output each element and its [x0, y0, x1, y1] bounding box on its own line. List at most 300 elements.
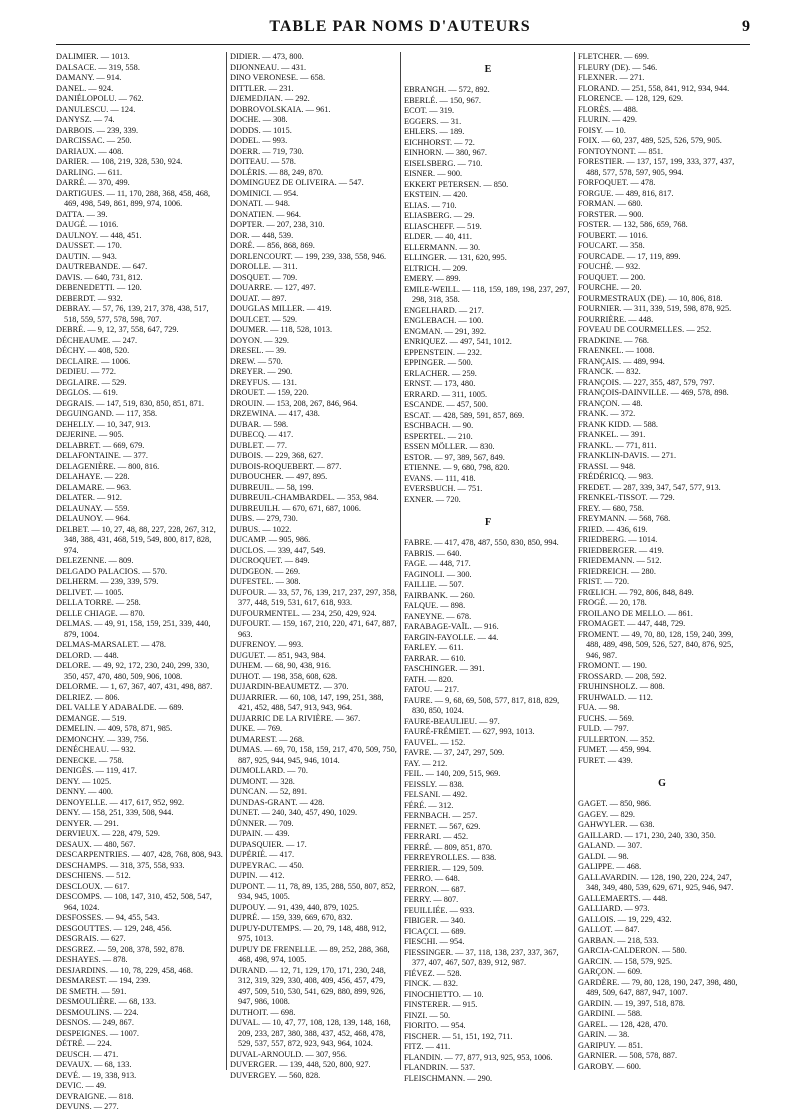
index-entry: EMILE-WEILL. — 118, 159, 189, 198, 237, 297, 298, 318, 358.	[404, 284, 570, 304]
index-entry: FERRON. — 687.	[404, 884, 466, 894]
index-entry: DANULESCU. — 124.	[56, 104, 136, 114]
index-entry: FOVEAU DE COURMELLES. — 252.	[578, 325, 712, 334]
index-entry: DREYER. — 290.	[230, 367, 293, 376]
index-entry: FLORÈS. — 488.	[578, 104, 638, 114]
index-entry: DESPEIGNES. — 1007.	[56, 1028, 139, 1038]
index-entry: EXNER. — 720.	[404, 494, 461, 504]
index-entry: DANEL. — 924.	[56, 83, 114, 93]
index-entry: FARGIN-FAYOLLE. — 44.	[404, 632, 499, 642]
index-entry: DUMAREST. — 268.	[230, 734, 305, 744]
index-entry: DAULNOY. — 448, 451.	[56, 230, 142, 240]
index-entry: DOPTER. — 207, 238, 310.	[230, 220, 325, 229]
index-entry: DEGRAIS. — 147, 519, 830, 850, 851, 871.	[56, 398, 204, 408]
index-entry: FRIED. — 436, 619.	[578, 524, 648, 534]
index-entry: DANYSZ. — 74.	[56, 115, 115, 124]
index-entry: FINSTERER. — 915.	[404, 1000, 478, 1009]
index-entry: EISNER. — 900.	[404, 169, 463, 178]
index-entry: ELLINGER. — 131, 620, 995.	[404, 253, 507, 262]
index-entry: FRANÇON. — 48.	[578, 398, 643, 408]
index-entry: EPPINGER. — 500.	[404, 358, 473, 367]
index-entry: FITZ. — 411.	[404, 1042, 451, 1051]
index-entry: ERLACHER. — 259.	[404, 368, 477, 378]
index-entry: DELAHAYE. — 228.	[56, 472, 130, 481]
index-entry: FRANKEL. — 391.	[578, 430, 646, 439]
index-entry: DALSACE. — 319, 558.	[56, 62, 140, 72]
index-entry: ENGELHARD. — 217.	[404, 305, 484, 315]
index-entry: DUGUET. — 851, 943, 984.	[230, 650, 326, 660]
index-entry: DUPUY-DUTEMPS. — 20, 79, 148, 488, 912, 975, 1013.	[230, 923, 387, 943]
index-entry: FAGE. — 448, 717.	[404, 559, 471, 568]
section-letter: E	[484, 64, 492, 75]
index-entry: FERRÉ. — 809, 851, 870.	[404, 842, 493, 852]
index-entry: DELEZENNE. — 809.	[56, 556, 134, 565]
index-entry: DUMONT. — 328.	[230, 776, 295, 786]
index-entry: DUPASQUIER. — 17.	[230, 839, 307, 849]
index-entry: DUPIN. — 412.	[230, 871, 285, 880]
index-entry: DEVUNS. — 277.	[56, 1102, 119, 1111]
index-entry: DUBOUCHER. — 497, 895.	[230, 472, 328, 481]
index-entry: GARIN. — 38.	[578, 1030, 630, 1039]
index-entry: FLANDRIN. — 537.	[404, 1063, 475, 1072]
index-entry: DEJERINE. — 905.	[56, 430, 124, 439]
index-entry: FICAÇCI. — 689.	[404, 926, 466, 936]
index-entry: EMERY. — 899.	[404, 274, 461, 283]
index-entry: FATH. — 820.	[404, 674, 454, 684]
index-entry: DENY. — 1025.	[56, 776, 112, 786]
index-entry: DENIGÈS. — 119, 417.	[56, 766, 137, 775]
index-entry: DOUAT. — 897.	[230, 293, 287, 303]
index-entry: DOITEAU. — 578.	[230, 157, 296, 166]
index-entry: DOBROVOLSKAIA. — 961.	[230, 104, 331, 114]
index-entry: FALQUE. — 898.	[404, 601, 466, 610]
index-entry: DEMONCHY. — 339, 756.	[56, 734, 149, 744]
index-entry: DEVRAIGNE. — 818.	[56, 1091, 134, 1101]
index-entry: DEMANGE. — 519.	[56, 713, 127, 723]
index-entry: DUFOURMENTEL. — 234, 250, 429, 924.	[230, 608, 377, 618]
index-entry: FIESCHI. — 954.	[404, 937, 465, 946]
section-letter: F	[484, 517, 492, 528]
index-entry: FARLEY. — 611.	[404, 643, 464, 652]
index-entry: FINZI. — 50.	[404, 1010, 451, 1020]
index-entry: GALLOIS. — 19, 229, 432.	[578, 914, 672, 924]
index-entry: DEBRÉ. — 9, 12, 37, 558, 647, 729.	[56, 325, 179, 334]
index-entry: DUBREUIL-CHAMBARDEL. — 353, 984.	[230, 493, 379, 502]
index-entry: FROMENT. — 49, 70, 80, 128, 159, 240, 399, 488, 489, 498, 509, 526, 527, 840, 876, 925, 946, 987.	[578, 629, 734, 660]
index-entry: DOERR. — 719, 730.	[230, 146, 304, 156]
index-entry: DELABRET. — 669, 679.	[56, 440, 145, 450]
index-entry: FROSSARD. — 208, 592.	[578, 671, 667, 681]
index-entry: GALLEMAERTS. — 448.	[578, 893, 668, 903]
index-entry: FRANKL. — 771, 811.	[578, 440, 657, 450]
index-entry: DESGRAIS. — 627.	[56, 934, 126, 943]
index-entry: DARRÉ. — 370, 499.	[56, 178, 130, 187]
index-entry: FRUHINSHOLZ. — 808.	[578, 682, 665, 691]
index-entry: FLEXNER. — 271.	[578, 73, 645, 82]
index-entry: GAILLARD. — 171, 230, 240, 330, 350.	[578, 830, 716, 840]
index-entry: DELORE. — 49, 92, 172, 230, 240, 299, 330, 350, 457, 470, 480, 509, 906, 1008.	[56, 661, 210, 681]
index-entry: DEVAUX. — 68, 133.	[56, 1060, 132, 1069]
index-entry: DELHERM. — 239, 339, 579.	[56, 577, 159, 586]
index-entry: DAVIS. — 640, 731, 812.	[56, 272, 143, 282]
index-entry: FINCK. — 832.	[404, 979, 458, 988]
index-entry: EHLERS. — 189.	[404, 127, 465, 136]
index-entry: DELORD. — 448.	[56, 650, 119, 660]
index-entry: DEVÉ. — 19, 338, 913.	[56, 1070, 137, 1080]
index-entry: DÉTRÉ. — 224.	[56, 1039, 112, 1048]
index-entry: DELORME. — 1, 67, 367, 407, 431, 498, 887.	[56, 682, 213, 691]
index-entry: DUBOIS. — 229, 368, 627.	[230, 451, 324, 460]
index-entry: FARRAR. — 610.	[404, 653, 466, 663]
index-entry: DEL VALLE Y ADABALDE. — 689.	[56, 703, 184, 712]
index-entry: ELIASBERG. — 29.	[404, 211, 475, 220]
index-entry: DORLENCOURT. — 199, 239, 338, 558, 946.	[230, 251, 387, 261]
index-entry: ECOT. — 319.	[404, 106, 455, 115]
index-entry: DUBREUILH. — 670, 671, 687, 1006.	[230, 503, 361, 513]
index-entry: FURET. — 439.	[578, 755, 633, 765]
index-entry: FIÉVEZ. — 528.	[404, 968, 462, 978]
index-entry: GALIPPE. — 468.	[578, 862, 642, 871]
index-entry: DAUTREBANDE. — 647.	[56, 262, 148, 271]
index-entry: GAGEY. — 829.	[578, 809, 636, 819]
index-column-1	[56, 52, 224, 1111]
index-entry: ETIENNE. — 9, 680, 798, 820.	[404, 463, 510, 472]
index-entry: DESNOS. — 249, 867.	[56, 1018, 134, 1027]
index-entry: DODDS. — 1015.	[230, 125, 292, 135]
index-entry: DUVERGEY. — 560, 828.	[230, 1070, 321, 1080]
index-entry: DELGADO PALACIOS. — 570.	[56, 566, 168, 576]
index-entry: FRIEDBERGER. — 419.	[578, 545, 664, 555]
index-entry: GAROBY. — 600.	[578, 1061, 642, 1071]
index-entry: FLEURY (DE). — 546.	[578, 62, 658, 72]
index-entry: EBRANGH. — 572, 892.	[404, 85, 490, 94]
index-entry: EGGERS. — 31.	[404, 116, 462, 126]
index-entry: GARDINI. — 588.	[578, 1009, 643, 1018]
index-entry: FIORITO. — 954.	[404, 1021, 466, 1030]
index-column-4	[578, 52, 746, 1072]
index-entry: DÜNNER. — 709.	[230, 818, 294, 828]
index-entry: FIBIGER. — 340.	[404, 916, 466, 925]
index-entry: FOUBERT. — 1016.	[578, 230, 648, 240]
index-entry: FOURCADE. — 17, 119, 899.	[578, 251, 681, 261]
index-entry: DESMOULINS. — 224.	[56, 1007, 139, 1017]
index-entry: DAUSSET. — 170.	[56, 241, 122, 250]
index-entry: ELIASCHEFF. — 519.	[404, 221, 482, 231]
index-entry: GALLAVARDIN. — 128, 190, 220, 224, 247, 348, 349, 480, 539, 629, 671, 925, 946, 947.	[578, 872, 734, 892]
index-entry: FRÉDÉRICQ. — 983.	[578, 472, 654, 481]
index-entry: EICHHORST. — 72.	[404, 137, 475, 147]
index-entry: DOUGLAS MILLER. — 419.	[230, 304, 332, 313]
index-entry: DUMOLLARD. — 70.	[230, 766, 308, 775]
index-entry: FORMAN. — 680.	[578, 199, 643, 208]
index-entry: FAURE. — 9, 68, 69, 508, 577, 817, 818, 829, 830, 850, 1024.	[404, 695, 560, 715]
index-entry: ESPERTEL. — 210.	[404, 431, 473, 441]
index-entry: DRESEL. — 39.	[230, 346, 287, 355]
index-entry: ERRARD. — 311, 1005.	[404, 389, 488, 399]
column-divider	[574, 52, 575, 1070]
index-entry: DESMAREST. — 194, 239.	[56, 976, 151, 985]
index-entry: FRANÇAIS. — 489, 994.	[578, 356, 665, 366]
index-entry: DUMAS. — 69, 70, 158, 159, 217, 470, 509, 750, 887, 925, 944, 945, 946, 1014.	[230, 745, 397, 765]
index-entry: DELBET. — 10, 27, 48, 88, 227, 228, 267, 312, 348, 388, 431, 468, 519, 549, 800, 817, 828, 974.	[56, 524, 216, 555]
index-entry: FRAENKEL. — 1008.	[578, 346, 655, 355]
index-entry: DUPÉRIÉ. — 417.	[230, 850, 295, 859]
index-entry: FISCHER. — 51, 151, 192, 711.	[404, 1031, 513, 1041]
index-entry: DARCISSAC. — 250.	[56, 136, 132, 145]
index-entry: FRŒLICH. — 792, 806, 848, 849.	[578, 587, 694, 597]
index-entry: ELIAS. — 710.	[404, 200, 457, 210]
index-entry: DENNY. — 400.	[56, 787, 114, 796]
index-entry: DOUARRE. — 127, 497.	[230, 283, 316, 292]
index-entry: DESCHIENS. — 512.	[56, 871, 131, 880]
index-entry: DUBOIS-ROQUEBERT. — 877.	[230, 461, 342, 471]
index-entry: DELATER. — 912.	[56, 493, 122, 502]
index-entry: DUVERGER. — 139, 448, 520, 800, 927.	[230, 1060, 371, 1069]
index-entry: FLORAND. — 251, 558, 841, 912, 934, 944.	[578, 83, 730, 93]
index-entry: FLORENCE. — 128, 129, 629.	[578, 94, 684, 103]
index-entry: DELIVET. — 1005.	[56, 587, 124, 597]
index-entry: DUCROQUET. — 849.	[230, 556, 310, 565]
index-entry: DUBAR. — 598.	[230, 419, 289, 429]
index-entry: FERNET. — 567, 629.	[404, 821, 481, 831]
index-entry: DUNDAS-GRANT. — 428.	[230, 797, 325, 807]
index-entry: DE SMETH. — 591.	[56, 986, 127, 996]
page-header	[0, 18, 800, 40]
index-entry: EKKERT PETERSEN. — 850.	[404, 179, 509, 189]
index-entry: DUPEYRAC. — 450.	[230, 860, 304, 870]
index-entry: DUBUS. — 1022.	[230, 524, 292, 534]
index-entry: EPPENSTEIN. — 232.	[404, 347, 482, 357]
page-title: TABLE PAR NOMS D'AUTEURS	[269, 18, 531, 35]
index-entry: FOUQUET. — 200.	[578, 272, 646, 282]
index-entry: DORÉ. — 856, 868, 869.	[230, 241, 315, 250]
section-letter: G	[658, 778, 666, 789]
index-entry: DUJARRIER. — 60, 108, 147, 199, 251, 388, 421, 452, 488, 547, 913, 943, 964.	[230, 692, 384, 712]
index-entry: DUNET. — 240, 340, 457, 490, 1029.	[230, 808, 358, 817]
index-entry: DENECKE. — 758.	[56, 755, 124, 765]
index-entry: DUVAL. — 10, 47, 77, 108, 128, 139, 148, 168, 209, 233, 287, 380, 388, 437, 452, 468, 478, 529, 537, 557, 872, 923, 943, 964, 1024.	[230, 1018, 391, 1048]
index-entry: DELRIEZ. — 806.	[56, 692, 120, 702]
index-entry: DREW. — 570.	[230, 356, 283, 366]
index-entry: FERRARI. — 452.	[404, 832, 469, 841]
index-entry: GALLIARD. — 973.	[578, 904, 650, 913]
index-entry: DELAUNAY. — 559.	[56, 503, 130, 513]
index-entry: FREDET. — 287, 339, 347, 547, 577, 913.	[578, 482, 721, 492]
index-entry: DITTLER. — 231.	[230, 83, 294, 93]
index-entry: DUFOUR. — 33, 57, 76, 139, 217, 237, 297, 358, 377, 448, 519, 531, 617, 618, 933.	[230, 587, 397, 607]
index-entry: ENGLEBACH. — 100.	[404, 316, 484, 325]
index-entry: FRANK. — 372.	[578, 409, 636, 418]
index-entry: ESCHBACH. — 90.	[404, 421, 474, 430]
index-entry: FÉRÉ. — 312.	[404, 800, 454, 810]
index-entry: DOMINICI. — 954.	[230, 188, 299, 198]
index-entry: FRANK KIDD. — 588.	[578, 419, 658, 429]
index-entry: DIDIER. — 473, 800.	[230, 52, 304, 61]
index-entry: DONATI. — 948.	[230, 199, 290, 208]
index-entry: DEHELLY. — 10, 347, 913.	[56, 419, 151, 429]
index-entry: GAREL. — 128, 428, 470.	[578, 1019, 668, 1029]
index-entry: FOUCART. — 358.	[578, 241, 645, 250]
index-entry: DELAUNOY. — 964.	[56, 514, 131, 523]
index-entry: FRANÇOIS-DAINVILLE. — 469, 578, 898.	[578, 388, 729, 397]
index-entry: FROMAGET. — 447, 448, 729.	[578, 619, 686, 628]
index-entry: DUPAIN. — 439.	[230, 829, 290, 838]
index-entry: FAVRE. — 37, 247, 297, 509.	[404, 748, 505, 757]
index-entry: DELLE CHIAGE. — 870.	[56, 608, 145, 618]
index-entry: FEIL. — 140, 209, 515, 969.	[404, 769, 501, 778]
index-entry: FAUVEL. — 152.	[404, 737, 466, 747]
index-entry: FORGUE. — 489, 816, 817.	[578, 188, 674, 198]
index-entry: DUHEM. — 68, 90, 438, 916.	[230, 661, 331, 670]
index-entry: DOLÉRIS. — 88, 249, 870.	[230, 167, 324, 177]
index-entry: ENRIQUEZ. — 497, 541, 1012.	[404, 337, 512, 346]
index-entry: DUDGEON. — 269.	[230, 566, 301, 576]
index-entry: DARLING. — 611.	[56, 167, 123, 177]
index-entry: FLANDIN. — 77, 877, 913, 925, 953, 1006.	[404, 1052, 553, 1062]
index-entry: EISELSBERG. — 710.	[404, 158, 483, 168]
index-entry: GARCIA-CALDERON. — 580.	[578, 946, 687, 955]
index-entry: GALDI. — 98.	[578, 851, 629, 861]
index-entry: FAILLIE. — 507.	[404, 580, 464, 589]
index-entry: FORESTIER. — 137, 157, 199, 333, 377, 437, 488, 577, 578, 597, 905, 994.	[578, 157, 735, 177]
index-entry: EINHORN. — 380, 967.	[404, 148, 487, 157]
index-entry: FRANÇOIS. — 227, 355, 487, 579, 797.	[578, 377, 715, 387]
index-entry: GARÇON. — 609.	[578, 967, 643, 976]
index-entry: FERNBACH. — 257.	[404, 811, 478, 820]
index-entry: FUCHS. — 569.	[578, 713, 634, 723]
index-entry: FANEYNE. — 678.	[404, 611, 472, 621]
index-entry: DUJARDIN-BEAUMETZ. — 370.	[230, 682, 349, 691]
index-entry: ESCANDE. — 457, 500.	[404, 400, 488, 409]
index-entry: DESCLOUX. — 617.	[56, 881, 130, 891]
index-entry: DROUET. — 159, 220.	[230, 388, 309, 397]
index-entry: ELTRICH. — 209.	[404, 263, 468, 273]
index-entry: GAGET. — 850, 986.	[578, 799, 652, 808]
index-entry: FRASSI. — 948.	[578, 461, 636, 471]
index-entry: DENY. — 158, 251, 339, 508, 944.	[56, 808, 174, 817]
index-entry: GARNIER. — 508, 578, 887.	[578, 1051, 678, 1060]
index-entry: DARTIGUES. — 11, 170, 288, 368, 458, 468, 469, 498, 549, 861, 899, 974, 1006.	[56, 188, 211, 208]
index-entry: DEGLOS. — 619.	[56, 388, 118, 397]
index-entry: DOCHE. — 308.	[230, 115, 288, 124]
index-entry: FRENKEL-TISSOT. — 729.	[578, 493, 675, 502]
index-entry: FULLERTON. — 352.	[578, 734, 655, 744]
index-entry: FEUILLIÉE. — 933.	[404, 905, 475, 915]
index-entry: FELSANI. — 492.	[404, 790, 468, 799]
index-entry: DUNCAN. — 52, 891.	[230, 787, 307, 796]
index-entry: DESCHAMPS. — 318, 375, 558, 933.	[56, 860, 185, 870]
index-entry: FONTOYNONT. — 851.	[578, 146, 663, 156]
index-entry: DUBS. — 279, 730.	[230, 514, 298, 523]
index-entry: FASCHINGER. — 391.	[404, 664, 485, 673]
index-entry: ELDER. — 40, 411.	[404, 232, 472, 241]
index-entry: FRIEDREICH. — 280.	[578, 566, 656, 576]
index-entry: DENÉCHEAU. — 932.	[56, 745, 136, 754]
index-entry: FINOCHIETTO. — 10.	[404, 989, 484, 999]
index-entry: DUHOT. — 198, 358, 608, 628.	[230, 671, 338, 681]
index-entry: DUCAMP. — 905, 986.	[230, 535, 311, 544]
index-entry: FREYMANN. — 568, 768.	[578, 514, 671, 523]
index-entry: DESCOMPS. — 108, 147, 310, 452, 508, 547, 964, 1024.	[56, 892, 212, 912]
index-entry: FORSTER. — 900.	[578, 209, 644, 219]
index-entry: DODEL. — 993.	[230, 136, 288, 145]
index-entry: DELAMARE. — 963.	[56, 482, 132, 492]
index-entry: DUFESTEL. — 308.	[230, 577, 301, 586]
index-entry: ESTOR. — 97, 389, 567, 849.	[404, 452, 505, 462]
index-entry: DANIÉLOPOLU. — 762.	[56, 94, 144, 103]
index-entry: DAMANY. — 914.	[56, 73, 122, 82]
index-entry: FROILANO DE MELLO. — 861.	[578, 608, 693, 618]
index-entry: DONATIEN. — 964.	[230, 209, 301, 219]
index-entry: FERREYROLLES. — 838.	[404, 853, 497, 862]
index-entry: FAURÉ-FRÉMIET. — 627, 993, 1013.	[404, 727, 535, 736]
index-entry: DUPOUY. — 91, 439, 440, 879, 1025.	[230, 902, 359, 912]
index-entry: DATTA. — 39.	[56, 209, 108, 219]
index-entry: DOULCET. — 529.	[230, 314, 298, 324]
index-entry: DUPRÉ. — 159, 339, 669, 670, 832.	[230, 913, 353, 922]
index-entry: DUFOURT. — 159, 167, 210, 220, 471, 647, 887, 963.	[230, 619, 397, 639]
index-entry: GARDÈRE. — 79, 80, 128, 190, 247, 398, 480, 489, 509, 647, 887, 947, 1007.	[578, 977, 738, 997]
index-entry: GALLOT. — 847.	[578, 925, 640, 934]
index-entry: FOURMESTRAUX (DE). — 10, 806, 818.	[578, 293, 723, 303]
index-entry: DEDIEU. — 772.	[56, 367, 116, 376]
index-entry: ERNST. — 173, 480.	[404, 379, 476, 388]
index-entry: DENYER. — 291.	[56, 818, 119, 828]
index-entry: FRUHWALD. — 112.	[578, 692, 653, 702]
index-entry: DOROLLE. — 311.	[230, 262, 298, 271]
index-entry: FROMONT. — 190.	[578, 661, 647, 670]
index-entry: GARDIN. — 19, 397, 518, 878.	[578, 998, 685, 1008]
index-entry: FIESSINGER. — 37, 118, 138, 237, 337, 367, 377, 407, 467, 507, 839, 912, 987.	[404, 947, 559, 967]
index-entry: FATOU. — 217.	[404, 685, 460, 694]
index-entry: DOMINGUEZ DE OLIVEIRA. — 547.	[230, 178, 364, 187]
index-entry: DUTHOIT. — 698.	[230, 1007, 296, 1017]
index-entry: DARIAUX. — 408.	[56, 146, 124, 156]
index-entry: FLETCHER. — 699.	[578, 52, 649, 61]
index-entry: DEMELIN. — 409, 578, 871, 985.	[56, 724, 173, 733]
index-entry: FRIEDBERG. — 1014.	[578, 535, 658, 544]
index-entry: DEBERDT. — 932.	[56, 293, 123, 303]
index-entry: FAY. — 212.	[404, 758, 448, 768]
index-entry: DESJARDINS. — 10, 78, 229, 458, 468.	[56, 965, 193, 975]
index-entry: FEISSLY. — 838.	[404, 779, 464, 789]
index-entry: FERRO. — 648.	[404, 874, 460, 883]
index-entry: ESCAT. — 428, 589, 591, 857, 869.	[404, 410, 525, 420]
index-entry: DIJONNEAU. — 431.	[230, 62, 307, 72]
index-entry: DEVIC. — 49.	[56, 1081, 107, 1090]
index-entry: DEBENEDETTI. — 120.	[56, 283, 142, 292]
index-entry: DUCLOS. — 339, 447, 549.	[230, 545, 326, 555]
index-entry: DÉCHY. — 408, 520.	[56, 346, 130, 355]
index-entry: DALIMIER. — 1013.	[56, 52, 130, 61]
index-entry: FROGÉ. — 20, 178.	[578, 598, 647, 607]
index-entry: DESMOULIÈRE. — 68, 133.	[56, 997, 157, 1006]
index-entry: DUPONT. — 11, 78, 89, 135, 288, 550, 807, 852, 934, 945, 1005.	[230, 881, 396, 901]
index-entry: GARBAN. — 218, 533.	[578, 935, 659, 945]
index-entry: DÉCHEAUME. — 247.	[56, 335, 138, 345]
index-entry: FLURIN. — 429.	[578, 115, 638, 124]
index-entry: FRIST. — 720.	[578, 577, 630, 586]
index-entry: EKSTEIN. — 420.	[404, 190, 468, 199]
index-column-3	[404, 52, 572, 1083]
index-entry: FAGINOLI. — 300.	[404, 569, 472, 579]
index-entry: FUMET. — 459, 994.	[578, 745, 652, 754]
index-entry: DESHAYES. — 878.	[56, 955, 128, 964]
index-entry: FRIEDEMANN. — 512.	[578, 556, 662, 565]
index-entry: DUPUY DE FRENELLE. — 89, 252, 288, 368, 468, 498, 974, 1005.	[230, 944, 390, 964]
index-entry: FREY. — 680, 758.	[578, 503, 644, 513]
index-entry: GARIPUY. — 851.	[578, 1040, 643, 1050]
index-entry: DELMAS. — 49, 91, 158, 159, 251, 339, 440, 879, 1004.	[56, 619, 211, 639]
